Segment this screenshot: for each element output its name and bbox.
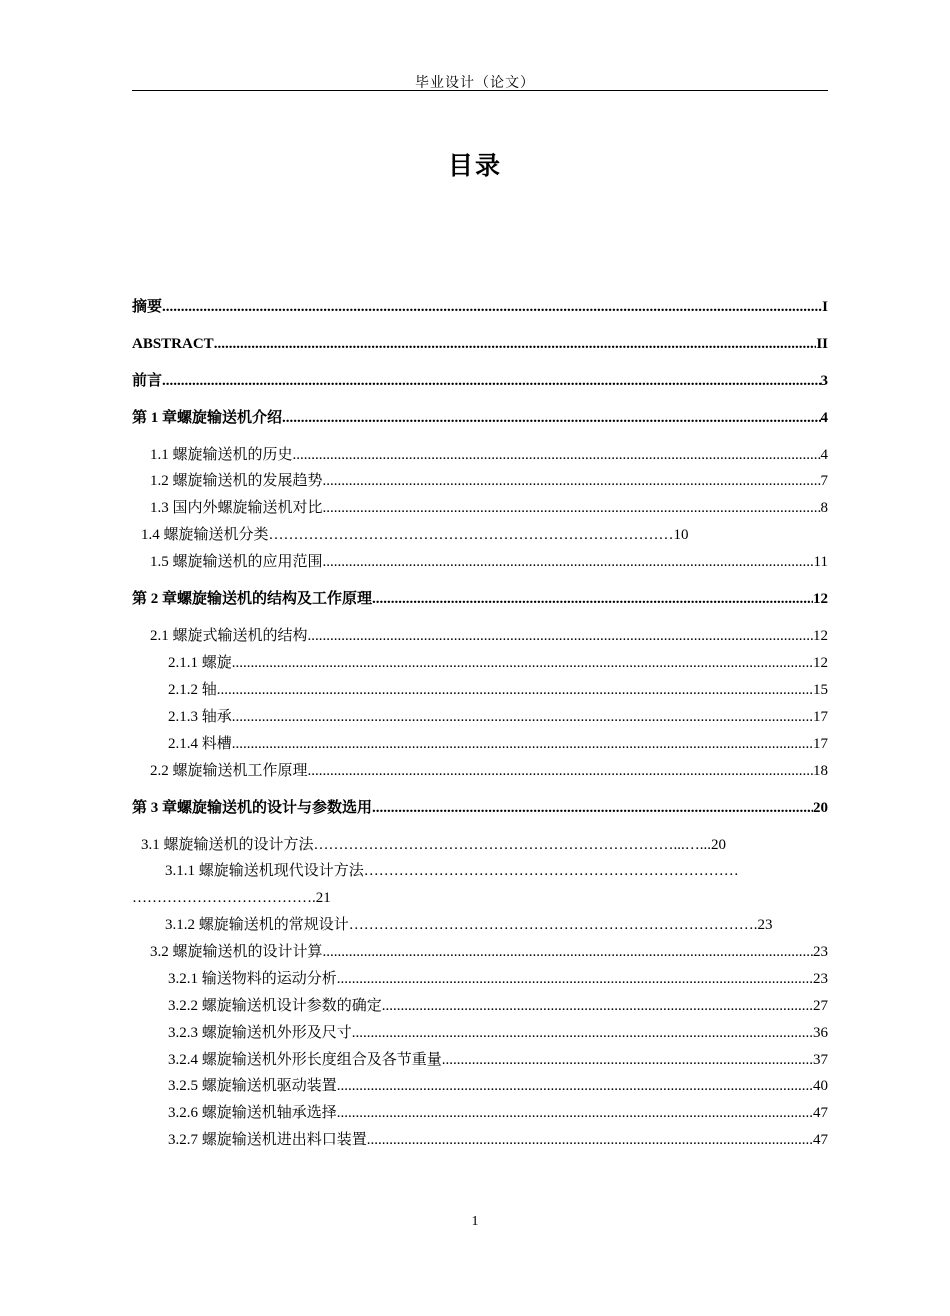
toc-leader — [162, 370, 820, 392]
toc-entry-label: 3.2.7 螺旋输送机进出料口装置 — [168, 1132, 367, 1148]
header-rule — [132, 90, 828, 91]
toc-entry[interactable] — [168, 1102, 828, 1124]
toc-entry[interactable] — [168, 1075, 828, 1097]
toc-entry[interactable] — [150, 497, 828, 519]
toc-entry[interactable] — [168, 1022, 828, 1044]
toc-entry-page: 12 — [813, 655, 828, 671]
toc-leader — [372, 588, 813, 610]
toc-leader — [367, 1129, 813, 1151]
toc-entry-page: 8 — [820, 500, 828, 516]
toc-entry[interactable] — [132, 797, 828, 819]
toc-entry-page: 23 — [813, 971, 828, 987]
toc-leader — [382, 995, 813, 1017]
toc-entry-page: 18 — [813, 763, 828, 779]
toc-entry-page: 36 — [813, 1025, 828, 1041]
toc-entry[interactable]: 3.1.2 螺旋输送机的常规设计……………………………………………………………………….23 — [165, 917, 773, 933]
toc-entry-page: 7 — [820, 473, 828, 489]
toc-entry[interactable] — [150, 760, 828, 782]
toc-leader — [232, 733, 813, 755]
toc-entry-label: 3.2.4 螺旋输送机外形长度组合及各节重量 — [168, 1052, 442, 1068]
toc-entry-page: 12 — [813, 591, 828, 607]
toc-entry-label: 2.1.2 轴 — [168, 682, 217, 698]
toc-leader — [323, 941, 813, 963]
toc-leader — [323, 497, 821, 519]
toc-leader — [232, 652, 813, 674]
toc-entry[interactable] — [168, 733, 828, 755]
toc-entry[interactable] — [168, 679, 828, 701]
toc-entry[interactable]: 3.1.1 螺旋输送机现代设计方法………………………………………………………………… — [165, 863, 739, 879]
toc-entry-label: 2.1.4 料槽 — [168, 736, 232, 752]
toc-leader — [337, 1075, 813, 1097]
toc-entry[interactable] — [150, 444, 828, 466]
toc-entry-label: 3.2.1 输送物料的运动分析 — [168, 971, 337, 987]
toc-entry-label: 1.2 螺旋输送机的发展趋势 — [150, 473, 323, 489]
toc-leader — [352, 1022, 813, 1044]
toc-title: 目录 — [447, 153, 502, 180]
toc-entry-label: 摘要 — [132, 299, 163, 315]
toc-entry-page: 17 — [813, 709, 828, 725]
toc-entry-page: 23 — [813, 944, 828, 960]
toc-entry-label: 3.2.2 螺旋输送机设计参数的确定 — [168, 998, 382, 1014]
toc-entry-continued[interactable]: ……………………………….21 — [132, 890, 331, 906]
toc-entry[interactable] — [132, 333, 828, 355]
toc-entry-page: 15 — [813, 682, 828, 698]
toc-entry[interactable]: 3.1 螺旋输送机的设计方法………………………………………………………………...…...20 — [141, 837, 727, 853]
toc-entry-label: 第 1 章螺旋输送机介绍 — [132, 410, 283, 426]
toc-entry-label: 1.1 螺旋输送机的历史 — [150, 447, 293, 463]
toc-entry-label: 1.3 国内外螺旋输送机对比 — [150, 500, 323, 516]
toc-entry-page: 4 — [820, 447, 828, 463]
toc-entry-page: 3 — [820, 373, 828, 389]
toc-entry-page: 12 — [813, 628, 828, 644]
toc-entry-label: 2.1.1 螺旋 — [168, 655, 232, 671]
toc-entry[interactable] — [150, 470, 828, 492]
toc-leader — [308, 625, 813, 647]
toc-entry-label: 前言 — [132, 373, 163, 389]
toc-entry-page: 4 — [820, 410, 828, 426]
toc-entry[interactable] — [132, 370, 828, 392]
toc-entry-page: 47 — [813, 1105, 828, 1121]
toc-leader — [372, 797, 813, 819]
toc-entry-label: 2.1.3 轴承 — [168, 709, 232, 725]
toc-entry-label: 第 2 章螺旋输送机的结构及工作原理 — [132, 591, 373, 607]
toc-entry[interactable] — [132, 296, 828, 318]
toc-entry-page: II — [816, 336, 828, 352]
toc-entry-page: I — [822, 299, 828, 315]
toc-entry[interactable] — [132, 407, 828, 429]
toc-entry-page: 27 — [813, 998, 828, 1014]
toc-entry[interactable] — [168, 995, 828, 1017]
toc-entry-page: 11 — [813, 554, 828, 570]
toc-entry-page: 17 — [813, 736, 828, 752]
toc-leader — [323, 551, 814, 573]
toc-entry-page: 47 — [813, 1132, 828, 1148]
toc-leader — [282, 407, 820, 429]
toc-entry[interactable] — [168, 1129, 828, 1151]
toc-entry-label: 3.2 螺旋输送机的设计计算 — [150, 944, 323, 960]
toc-entry-label: 2.1 螺旋式输送机的结构 — [150, 628, 308, 644]
toc-entry-label: 2.2 螺旋输送机工作原理 — [150, 763, 308, 779]
toc-entry[interactable] — [168, 652, 828, 674]
toc-entry-label: 3.2.6 螺旋输送机轴承选择 — [168, 1105, 337, 1121]
toc-leader — [293, 444, 821, 466]
toc-entry-label: ABSTRACT — [132, 336, 214, 352]
toc-entry[interactable]: 1.4 螺旋输送机分类………………………………………………………………………10 — [141, 527, 689, 543]
toc-entry[interactable] — [168, 968, 828, 990]
toc-entry[interactable] — [168, 1049, 828, 1071]
page-number: 1 — [471, 1214, 479, 1229]
toc-entry[interactable] — [150, 551, 828, 573]
toc-leader — [232, 706, 813, 728]
toc-entry[interactable] — [150, 941, 828, 963]
toc-entry[interactable] — [168, 706, 828, 728]
toc-leader — [442, 1049, 813, 1071]
toc-entry-label: 3.2.3 螺旋输送机外形及尺寸 — [168, 1025, 352, 1041]
toc-entry-page: 40 — [813, 1078, 828, 1094]
page-header: 毕业设计（论文） — [415, 76, 535, 91]
toc-entry-label: 第 3 章螺旋输送机的设计与参数选用 — [132, 800, 373, 816]
toc-entry-page: 37 — [813, 1052, 828, 1068]
toc-leader — [337, 1102, 813, 1124]
toc-leader — [308, 760, 813, 782]
toc-entry[interactable] — [132, 588, 828, 610]
toc-entry-page: 20 — [813, 800, 828, 816]
toc-leader — [217, 679, 813, 701]
toc-entry[interactable] — [150, 625, 828, 647]
toc-leader — [162, 296, 822, 318]
toc-entry-label: 3.2.5 螺旋输送机驱动装置 — [168, 1078, 337, 1094]
toc-leader — [337, 968, 813, 990]
toc-leader — [323, 470, 821, 492]
toc-leader — [214, 333, 817, 355]
toc-entry-label: 1.5 螺旋输送机的应用范围 — [150, 554, 323, 570]
